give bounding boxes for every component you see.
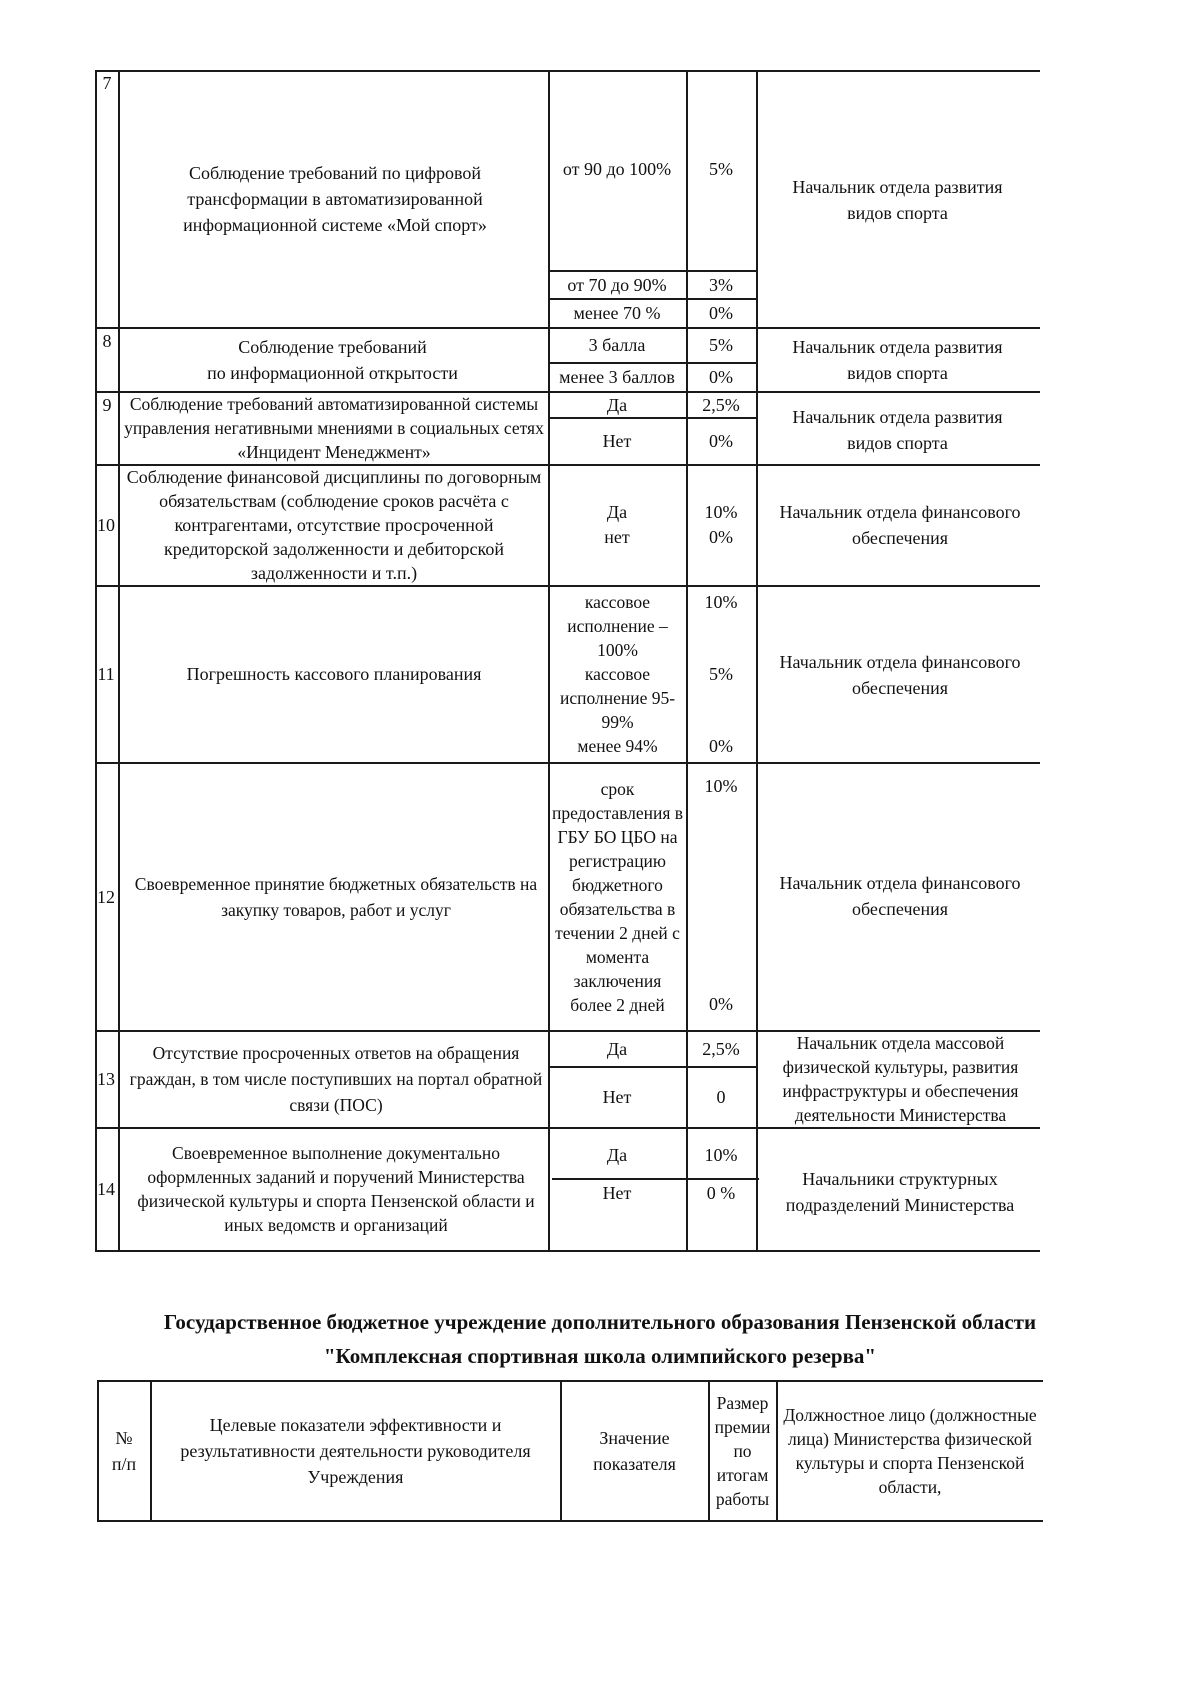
bonus-cell: 3% [709, 274, 733, 295]
value-cell: Нет [602, 431, 632, 451]
bonus-cell: 5% [709, 159, 733, 179]
bonus-cell: 10% [704, 776, 738, 796]
bonus-cell: 5% [709, 335, 733, 355]
official-cell: Начальник отдела финансового обеспечения [779, 873, 1021, 919]
row-number: 12 [97, 886, 115, 907]
value-cell: Нет [602, 1087, 632, 1107]
row-number: 13 [97, 1069, 115, 1089]
value-cell: Да [606, 1145, 628, 1165]
row-number: 9 [102, 395, 112, 415]
value-cell: Да [606, 1038, 628, 1059]
row-number: 10 [97, 515, 115, 535]
bonus-cell: 0% [709, 736, 733, 756]
row-number: 14 [97, 1179, 115, 1199]
value-cell: от 70 до 90% [567, 274, 667, 295]
indicator-cell: Соблюдение требований автоматизированной системы управления негативными мнениями в социальных сетях «Инцидент Менеджмент» [124, 394, 544, 462]
value-cell: от 90 до 100% [562, 159, 672, 179]
bonus-cell: 0% [709, 367, 733, 387]
bonus-cell: 0% [709, 303, 733, 323]
value-cell: 3 балла [588, 335, 646, 355]
header-official: Должностное лицо (должностные лица) Министерства физической культуры и спорта Пензенской области, [783, 1405, 1037, 1497]
row-number: 7 [102, 73, 112, 93]
section-title: Государственное бюджетное учреждение дополнительного образования Пензенской области "Комплексная спортивная школа олимпийского резерва" [163, 1310, 1037, 1368]
indicator-cell: Своевременное принятие бюджетных обязательств на закупку товаров, работ и услуг [134, 873, 538, 920]
indicator-cell: Соблюдение требований по информационной открытости [207, 336, 458, 383]
bonus-cell: 2,5% [702, 394, 740, 415]
indicator-cell: Отсутствие просроченных ответов на обращения граждан, в том числе поступивших на портал обратной связи (ПОС) [129, 1043, 543, 1115]
header-indicator: Целевые показатели эффективности и результативности деятельности руководителя Учреждения [180, 1415, 531, 1487]
bonus-cell: 5% [709, 664, 733, 684]
indicator-cell: Соблюдение требований по цифровой трансформации в автоматизированной информационной системе «Мой спорт» [183, 162, 487, 235]
indicator-cell: Своевременное выполнение документально оформленных заданий и поручений Министерства физической культуры и спорта Пензенской области и иных ведомств и организаций [137, 1143, 535, 1235]
indicator-cell: Соблюдение финансовой дисциплины по договорным обязательствам (соблюдение сроков расчёта с контрагентами, отсутствие просроченной кредиторской задолженности и дебиторской задолженности и т.п.) [126, 467, 542, 583]
value-cell: Нет [602, 1183, 632, 1203]
indicator-cell: Погрешность кассового планирования [186, 664, 482, 684]
bonus-cell: 0% [709, 431, 733, 451]
row-number: 8 [102, 331, 112, 351]
value-cell: кассовое исполнение – 100% кассовое исполнение 95-99% менее 94% [559, 592, 676, 756]
bonus-cell: 0 [716, 1087, 726, 1107]
value-cell: Да [606, 394, 628, 415]
header-bonus: Размер премии по итогам работы [714, 1393, 771, 1509]
bonus-cell: 10% [704, 1145, 738, 1165]
bonus-cell: 10% [704, 592, 738, 612]
bonus-cell: 0% [709, 994, 733, 1014]
official-cell: Начальник отдела финансового обеспечения [779, 652, 1021, 698]
value-cell: Да нет [604, 502, 630, 547]
value-cell: менее 70 % [573, 303, 661, 323]
official-cell: Начальники структурных подразделений Министерства [785, 1169, 1015, 1215]
value-cell: срок предоставления в ГБУ БО ЦБО на регистрацию бюджетного обязательства в течении 2 дней с момента заключения более 2 дней [551, 779, 684, 1015]
header-num: № п/п [111, 1428, 137, 1474]
official-cell: Начальник отдела развития видов спорта [792, 407, 1003, 453]
bonus-cell: 10% 0% [704, 502, 738, 547]
value-cell: менее 3 баллов [559, 367, 675, 387]
official-cell: Начальник отдела развития видов спорта [792, 177, 1003, 223]
bonus-cell: 2,5% [702, 1038, 740, 1059]
official-cell: Начальник отдела развития видов спорта [792, 337, 1003, 383]
official-cell: Начальник отдела финансового обеспечения [779, 502, 1021, 548]
bonus-cell: 0 % [706, 1183, 736, 1203]
row-number: 11 [97, 664, 115, 684]
official-cell: Начальник отдела массовой физической культуры, развития инфраструктуры и обеспечения деятельности Министерства [782, 1033, 1019, 1125]
header-value: Значение показателя [593, 1428, 676, 1474]
